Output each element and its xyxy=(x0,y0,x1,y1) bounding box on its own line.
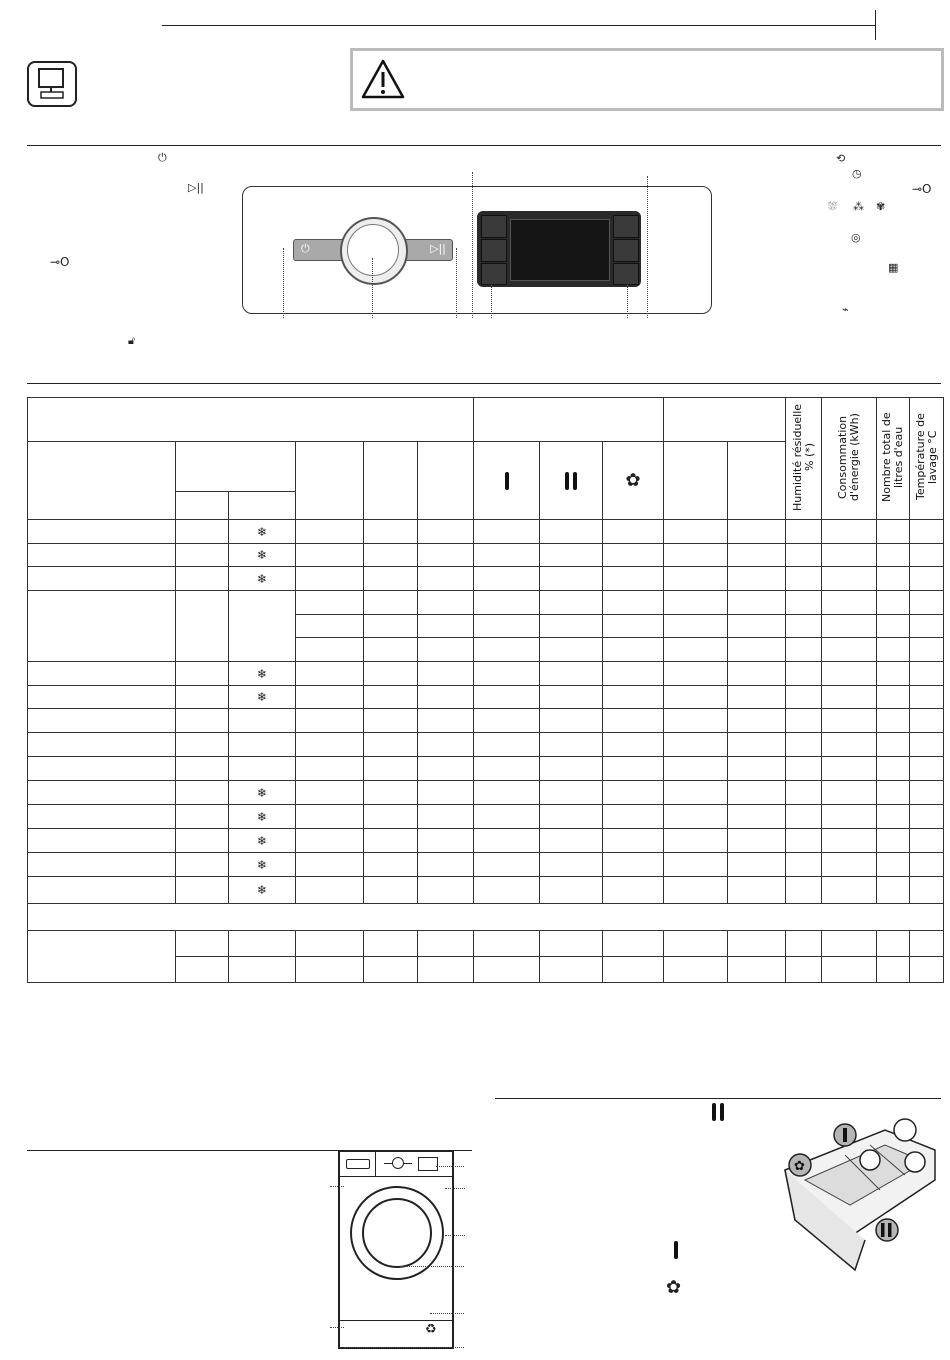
compartment-2-icon xyxy=(565,472,569,490)
energy-header: Consommation d'énergie (kWh) xyxy=(822,398,877,520)
cold-icon: ❄ xyxy=(256,524,268,539)
temperature-header: Température de lavage °C xyxy=(910,398,944,520)
power-icon: ⏻ xyxy=(301,242,310,255)
residual-humidity-header: Humidité résiduelle % (*) xyxy=(786,398,822,520)
warning-box xyxy=(350,48,944,111)
cold-icon: ❄ xyxy=(256,690,268,704)
eco-icon: ◎ xyxy=(851,231,861,244)
rinse-icon: ⁂ xyxy=(853,200,864,213)
compartment-1-icon xyxy=(505,472,509,490)
compartment-1-header xyxy=(474,442,540,520)
header-cell xyxy=(364,442,418,520)
cold-icon: ❄ xyxy=(256,548,268,562)
svg-text:✿: ✿ xyxy=(794,1159,805,1174)
control-panel-drawing xyxy=(242,186,712,314)
flower-icon: ✿ xyxy=(666,1277,682,1298)
softener-header xyxy=(603,442,664,520)
cold-icon: ❄ xyxy=(256,857,268,872)
compartment-2-icon xyxy=(710,1103,726,1121)
recycle-icon: ♻ xyxy=(425,1322,437,1337)
header-cell xyxy=(664,398,786,442)
delay-start-icon: ◷ xyxy=(852,167,862,180)
header-cell xyxy=(418,442,474,520)
header-cell xyxy=(176,442,296,492)
stain-icon: ⛆ xyxy=(828,200,837,213)
drain-icon: ⌁ xyxy=(842,303,849,316)
cold-icon: ❄ xyxy=(256,666,268,681)
compartment-2-header xyxy=(540,442,603,520)
key-icon: ⊸O xyxy=(912,182,932,196)
display-frame xyxy=(477,211,641,287)
cold-icon: ❄ xyxy=(256,833,268,848)
spin-icon: ✾ xyxy=(876,200,886,213)
screen-icon xyxy=(27,61,77,107)
header-cell xyxy=(664,442,728,520)
cold-icon: ❄ xyxy=(256,785,268,800)
header-cell xyxy=(296,442,364,520)
header-cell xyxy=(28,398,474,442)
start-pause-icon: ▷|| xyxy=(430,242,446,255)
header-cell xyxy=(229,492,296,520)
header-cell xyxy=(474,398,664,442)
tumble-icon: ⟲ xyxy=(836,152,846,165)
cold-icon: ❄ xyxy=(256,571,268,586)
programme-table xyxy=(27,397,944,983)
water-header: Nombre total de litres d'eau xyxy=(877,398,910,520)
header-cell xyxy=(28,442,176,520)
grid-icon: ▦ xyxy=(888,261,899,274)
padlock-icon: 🔓︎ xyxy=(128,334,136,347)
header-cell xyxy=(176,492,229,520)
detergent-drawer-drawing xyxy=(775,1110,945,1280)
washer-drawing xyxy=(338,1150,454,1349)
compartment-1-icon xyxy=(672,1241,680,1259)
display-screen xyxy=(510,219,610,281)
header-cell xyxy=(728,442,786,520)
key-icon: ⊸O xyxy=(50,255,70,269)
warning-icon xyxy=(361,59,405,99)
program-knob xyxy=(340,217,408,285)
cold-icon: ❄ xyxy=(256,883,268,897)
flower-icon: ✿ xyxy=(625,470,641,491)
start-pause-icon: ▷|| xyxy=(188,181,204,194)
cold-icon: ❄ xyxy=(256,809,268,824)
power-icon: ⏻ xyxy=(158,151,167,164)
